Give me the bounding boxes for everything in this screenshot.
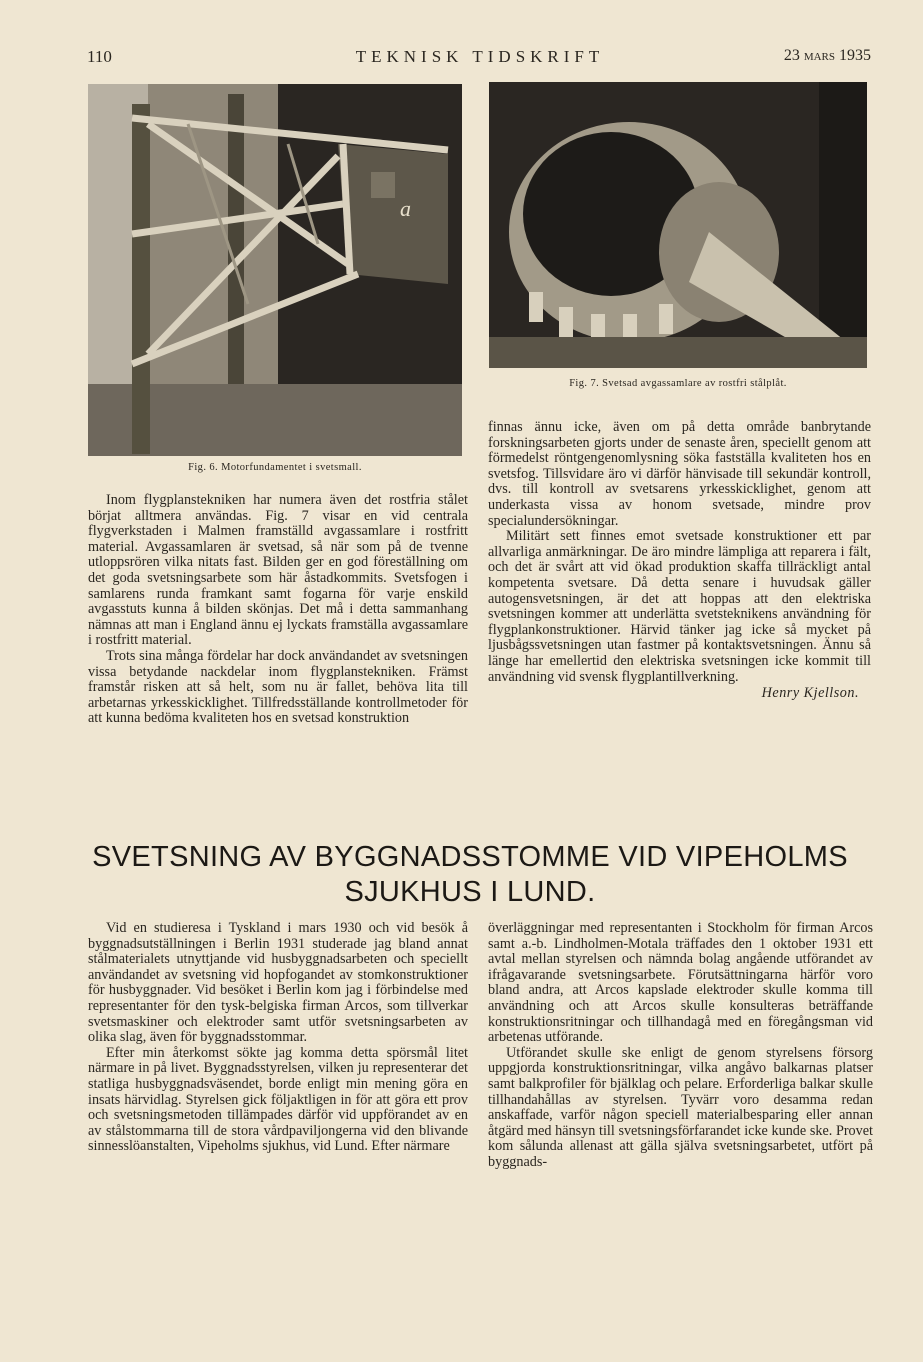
paragraph: finnas ännu icke, även om på detta område banbrytande forskningsarbeten gjorts under de senaste åren, speciellt genom att förmedelst röntgengenomlysning söka fastställa kvaliteten hos en svetsfog. Tillsvidare äro vi därför hänvisade till sekundär kontroll, dvs. till kontroll av svetsarens yrkesskicklighet, genom att underkasta vissa av honom svetsade, mindre prov specialundersökningar. bbox=[488, 419, 871, 529]
headline-line-1: SVETSNING AV BYGGNADSSTOMME VID VIPEHOLMS bbox=[92, 841, 848, 873]
article2-column2 bbox=[488, 921, 873, 1171]
article1-column2 bbox=[488, 420, 871, 702]
figure-7-caption: Fig. 7. Svetsad avgassamlare av rostfri stålplåt. bbox=[569, 378, 787, 389]
paragraph: Vid en studieresa i Tyskland i mars 1930 och vid besök å byggnadsutställningen i Berlin 1931 studerade jag bland annat stålmaterialets utnyttjande vid husbyggnadsarbeten och speciellt användandet av svetsning vid hopfogandet av stomkonstruktioner för husbyggnader. Vid besöket i Berlin kom jag i förbindelse med representanter för den tysk-belgiska firman Arcos, som tillverkar svetsmaskiner och elektroder samt utför svetsningsarbeten av olika slag, även för byggnadsstommar. bbox=[88, 920, 468, 1046]
paragraph: Inom flygplanstekniken har numera även det rostfria stålet börjat alltmera användas. Fig. 7 visar en vid centrala flygverkstaden i Malmen framställd avgassamlare i rostfritt material. Avgassamlaren är svetsad, så när som på de tvenne utloppsrören vilka nitats fast. Bilden ger en god föreställning om det goda svetsningsarbete som här åstadkommits. Svetsfogen i samlarens runda framkant samt fogarna för varje enskild avgasstuts kunna å bilden skönjas. Det må i detta sammanhang nämnas att man i England ännu ej lyckats framställa avgassamlare i rostfritt material. bbox=[88, 492, 468, 649]
paragraph: Utförandet skulle ske enligt de genom styrelsens försorg uppgjorda konstruktionsritningar, vilka angåvo balkarnas platser samt balkprofiler för bjälklag och pelare. Erforderliga balkar skulle tillhandahållas av styrelsen. Tyvärr voro desamma redan anskaffade, varför någon speciell materialbesparing eller annan åtgärd med hänsyn till svetsningsförfarandet icke kunde ske. Provet kom sålunda allenast att gälla själva svetsningsarbetet, utfört på byggnads- bbox=[488, 1044, 873, 1170]
paragraph: Efter min återkomst sökte jag komma detta spörsmål litet närmare in på livet. Byggnadsstyrelsen, vilken ju representerar det statliga husbyggnadsväsendet, borde enligt min mening göra en insats härvidlag. Styrelsen gick följaktligen in för att göra ett prov och svetsningsmetoden tillämpades därför vid uppförandet av en av stålstommarna till de stora vårdpaviljongerna vid den blivande sinnesslöanstalten, Vipeholms sjukhus, vid Lund. Efter närmare bbox=[88, 1044, 468, 1155]
welding-jig-illustration bbox=[88, 84, 462, 456]
paragraph: Militärt sett finnes emot svetsade konstruktioner ett par allvarliga anmärkningar. De äro mindre lämpliga att reparera i fält, och det är svårt att vid ökad produktion skaffa tillräckligt antal kompetenta svetsare. Då detta senare i huvudsak gäller autogensvetsningen, är det att hoppas att den elektriska svetsningen kommer att underlätta svetsteknikens användning för flygplankonstruktioner. Härvid tänker jag icke så mycket på ljusbågssvetsningen utan fastmer på kontaktsvetsningen. Ännu så länge har emellertid den elektriska svetsningen icke kommit till användning vid svensk flygplantillverkning. bbox=[488, 528, 871, 685]
exhaust-collector-illustration bbox=[489, 82, 867, 368]
author-signature: Henry Kjellson. bbox=[761, 685, 859, 702]
paragraph: överläggningar med representanten i Stockholm för firman Arcos samt a.-b. Lindholmen-Motala träffades den 1 oktober 1931 ett avtal mellan styrelsen och nämnda bolag angående utförandet av ifrågavarande svetsningsarbete. Förutsättningarna härför voro bland andra, att Arcos kapslade elektroder skulle komma till användning och att Arcos skulle konsulteras beträffande konstruktionsritningar och tillhandagå med en föregångsman vid arbetenas utförande. bbox=[488, 920, 873, 1046]
paragraph: Trots sina många fördelar har dock användandet av svetsningen vissa betydande nackdelar inom flygplanstekniken. Främst framstår risken att så helt, som nu är fallet, behöva lita till arbetarnas yrkesskicklighet. Tillfredsställande kontrollmetoder för att kunna bedöma kvaliteten hos en svetsad konstruktion bbox=[88, 647, 468, 727]
article1-column1 bbox=[88, 493, 468, 727]
figure-7-photo bbox=[489, 82, 867, 368]
figure-6-photo bbox=[88, 84, 462, 456]
headline-line-2: SJUKHUS I LUND. bbox=[344, 876, 596, 908]
journal-title: TEKNISK TIDSKRIFT bbox=[355, 47, 605, 66]
issue-date: 23 mars 1935 bbox=[783, 47, 871, 64]
article2-headline bbox=[70, 840, 870, 910]
article2-column1 bbox=[88, 921, 468, 1155]
page-number: 110 bbox=[87, 47, 112, 66]
figure-6-letter: a bbox=[400, 196, 411, 221]
figure-6-caption: Fig. 6. Motorfundamentet i svetsmall. bbox=[188, 462, 362, 473]
